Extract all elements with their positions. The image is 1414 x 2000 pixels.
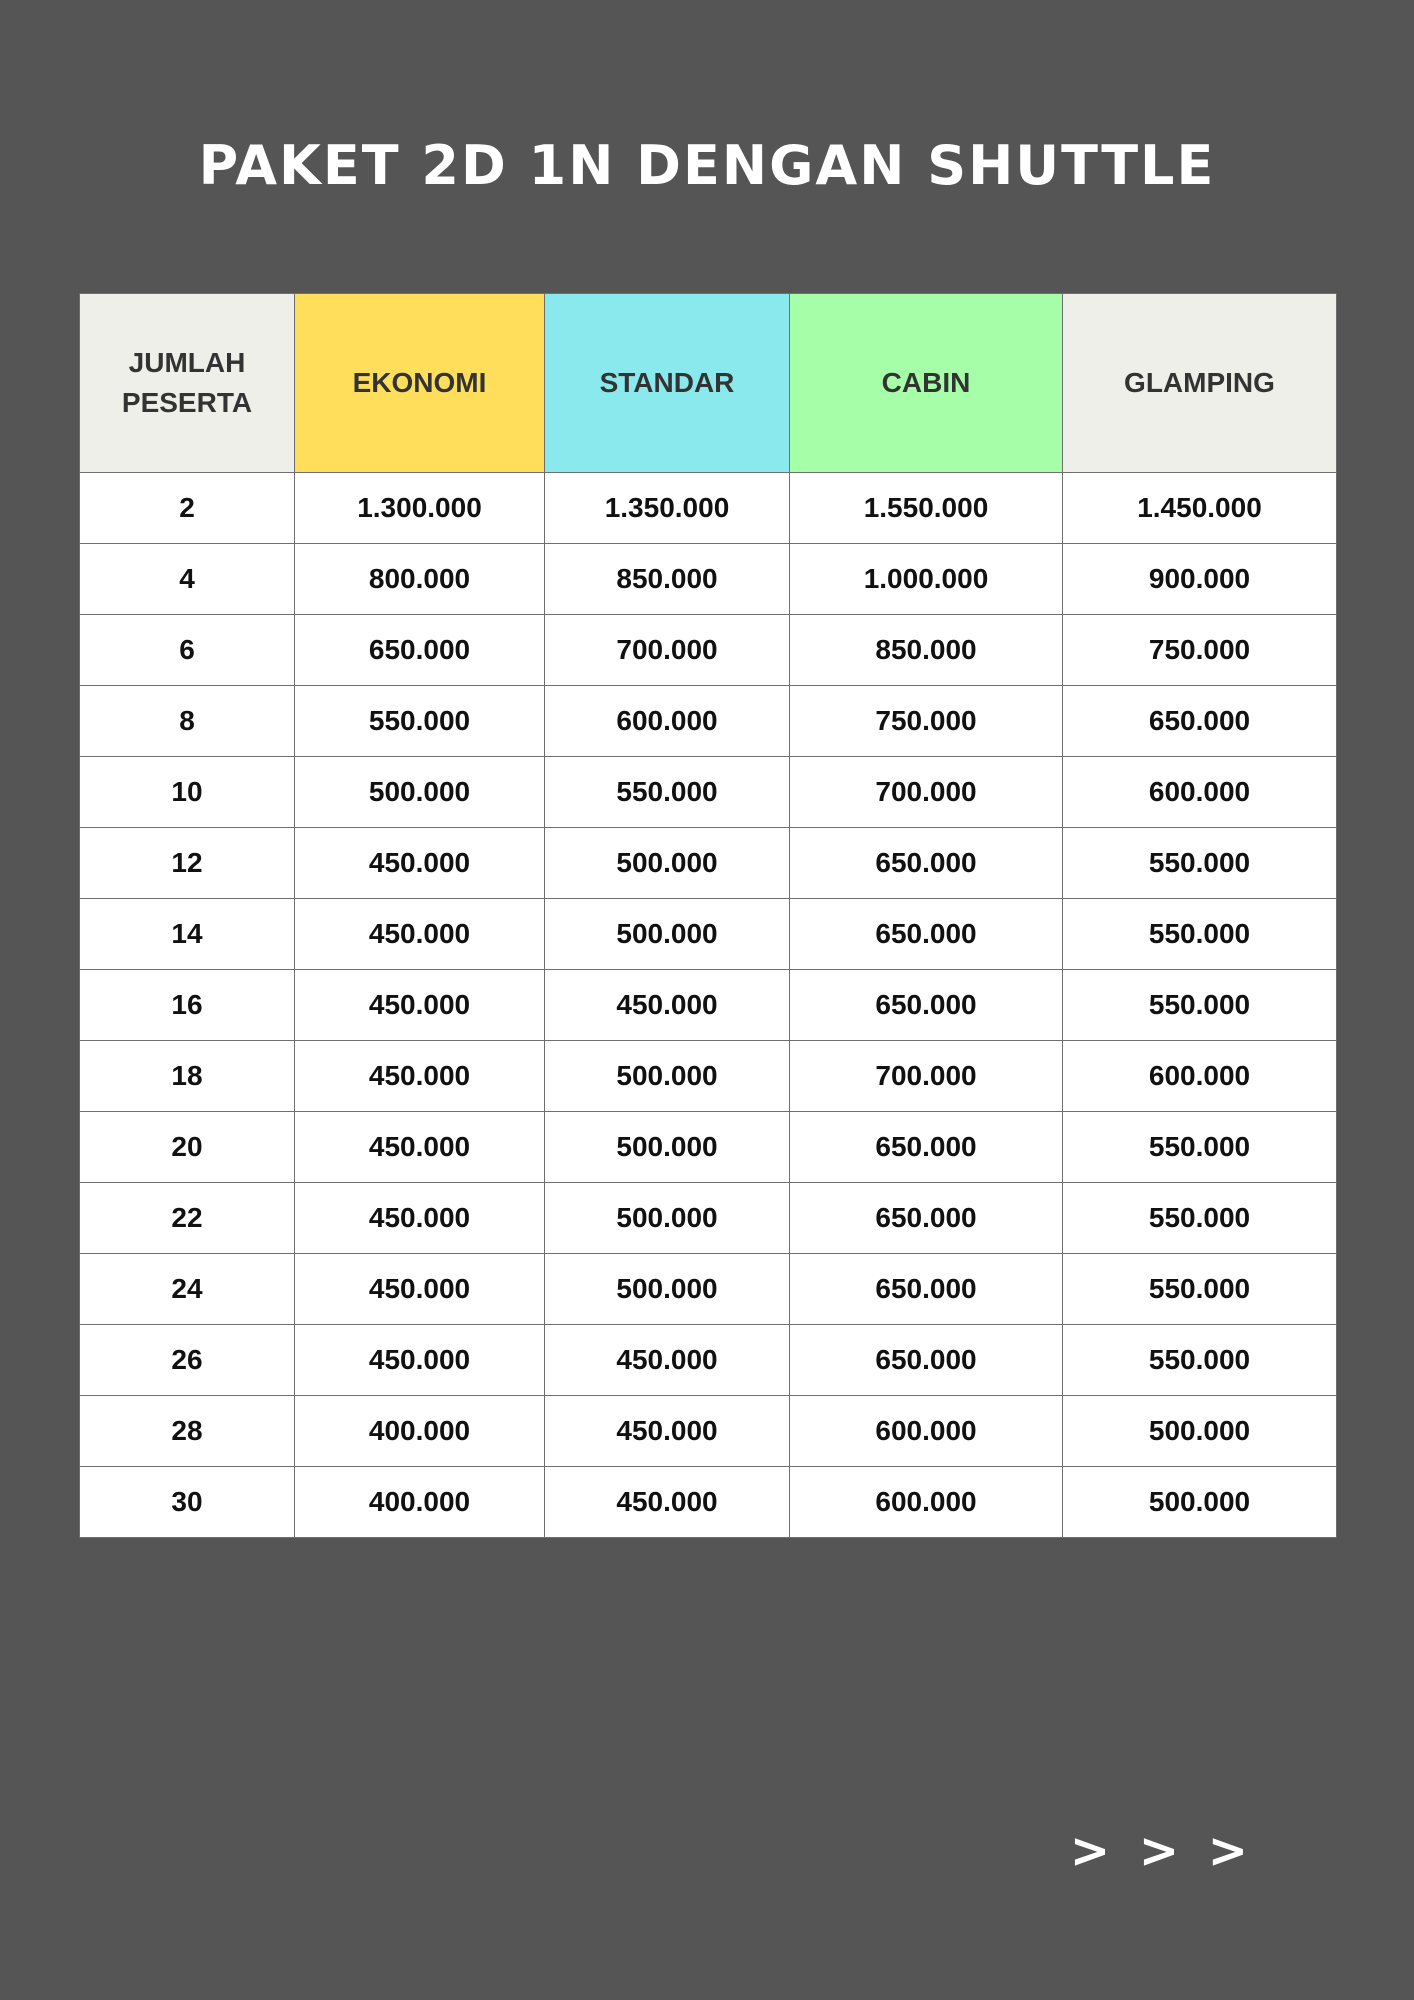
cell-ekonomi: 650.000 <box>295 615 545 686</box>
cell-ekonomi: 400.000 <box>295 1396 545 1467</box>
cell-standar: 450.000 <box>545 970 790 1041</box>
cell-glamping: 750.000 <box>1063 615 1337 686</box>
cell-standar: 700.000 <box>545 615 790 686</box>
cell-ekonomi: 400.000 <box>295 1467 545 1538</box>
cell-cabin: 650.000 <box>790 1254 1063 1325</box>
cell-glamping: 550.000 <box>1063 1325 1337 1396</box>
cell-ekonomi: 450.000 <box>295 970 545 1041</box>
header-glamping: GLAMPING <box>1063 294 1337 473</box>
cell-cabin: 600.000 <box>790 1396 1063 1467</box>
header-standar: STANDAR <box>545 294 790 473</box>
cell-jumlah-peserta: 22 <box>80 1183 295 1254</box>
cell-cabin: 1.550.000 <box>790 473 1063 544</box>
cell-jumlah-peserta: 28 <box>80 1396 295 1467</box>
cell-jumlah-peserta: 20 <box>80 1112 295 1183</box>
cell-standar: 550.000 <box>545 757 790 828</box>
cell-cabin: 600.000 <box>790 1467 1063 1538</box>
table-row <box>80 757 1337 828</box>
table-row <box>80 473 1337 544</box>
cell-standar: 500.000 <box>545 1112 790 1183</box>
cell-standar: 500.000 <box>545 1254 790 1325</box>
cell-glamping: 500.000 <box>1063 1396 1337 1467</box>
cell-standar: 500.000 <box>545 1183 790 1254</box>
cell-cabin: 650.000 <box>790 1112 1063 1183</box>
header-ekonomi: EKONOMI <box>295 294 545 473</box>
cell-ekonomi: 500.000 <box>295 757 545 828</box>
cell-cabin: 650.000 <box>790 1325 1063 1396</box>
cell-glamping: 550.000 <box>1063 1254 1337 1325</box>
header-cabin: CABIN <box>790 294 1063 473</box>
cell-cabin: 650.000 <box>790 828 1063 899</box>
next-page-indicator[interactable]: > > > <box>1069 1823 1254 1879</box>
cell-cabin: 650.000 <box>790 970 1063 1041</box>
cell-jumlah-peserta: 6 <box>80 615 295 686</box>
cell-jumlah-peserta: 30 <box>80 1467 295 1538</box>
cell-cabin: 1.000.000 <box>790 544 1063 615</box>
cell-glamping: 550.000 <box>1063 1112 1337 1183</box>
table-row <box>80 899 1337 970</box>
cell-jumlah-peserta: 4 <box>80 544 295 615</box>
cell-glamping: 900.000 <box>1063 544 1337 615</box>
cell-jumlah-peserta: 26 <box>80 1325 295 1396</box>
table-body <box>80 473 1337 1538</box>
table-row <box>80 1325 1337 1396</box>
cell-jumlah-peserta: 18 <box>80 1041 295 1112</box>
cell-cabin: 850.000 <box>790 615 1063 686</box>
cell-standar: 500.000 <box>545 1041 790 1112</box>
table-header-row <box>80 294 1337 473</box>
cell-ekonomi: 450.000 <box>295 828 545 899</box>
cell-ekonomi: 450.000 <box>295 1041 545 1112</box>
cell-ekonomi: 450.000 <box>295 899 545 970</box>
cell-ekonomi: 450.000 <box>295 1254 545 1325</box>
cell-glamping: 1.450.000 <box>1063 473 1337 544</box>
cell-glamping: 550.000 <box>1063 899 1337 970</box>
cell-ekonomi: 450.000 <box>295 1112 545 1183</box>
cell-ekonomi: 800.000 <box>295 544 545 615</box>
table-row <box>80 1254 1337 1325</box>
cell-standar: 500.000 <box>545 899 790 970</box>
cell-cabin: 650.000 <box>790 1183 1063 1254</box>
cell-glamping: 500.000 <box>1063 1467 1337 1538</box>
cell-jumlah-peserta: 16 <box>80 970 295 1041</box>
cell-ekonomi: 450.000 <box>295 1183 545 1254</box>
cell-ekonomi: 1.300.000 <box>295 473 545 544</box>
cell-standar: 850.000 <box>545 544 790 615</box>
cell-standar: 450.000 <box>545 1396 790 1467</box>
cell-standar: 1.350.000 <box>545 473 790 544</box>
cell-cabin: 650.000 <box>790 899 1063 970</box>
cell-standar: 600.000 <box>545 686 790 757</box>
table-row <box>80 615 1337 686</box>
cell-jumlah-peserta: 14 <box>80 899 295 970</box>
cell-standar: 450.000 <box>545 1467 790 1538</box>
cell-jumlah-peserta: 8 <box>80 686 295 757</box>
cell-ekonomi: 450.000 <box>295 1325 545 1396</box>
cell-jumlah-peserta: 12 <box>80 828 295 899</box>
table-row <box>80 970 1337 1041</box>
cell-cabin: 700.000 <box>790 1041 1063 1112</box>
cell-glamping: 550.000 <box>1063 828 1337 899</box>
table-row <box>80 828 1337 899</box>
cell-cabin: 700.000 <box>790 757 1063 828</box>
cell-jumlah-peserta: 10 <box>80 757 295 828</box>
table-row <box>80 1396 1337 1467</box>
table-row <box>80 686 1337 757</box>
cell-jumlah-peserta: 24 <box>80 1254 295 1325</box>
cell-standar: 450.000 <box>545 1325 790 1396</box>
cell-glamping: 650.000 <box>1063 686 1337 757</box>
cell-glamping: 550.000 <box>1063 970 1337 1041</box>
price-table <box>79 293 1337 1538</box>
header-jumlah-peserta: JUMLAH PESERTA <box>80 294 295 473</box>
cell-ekonomi: 550.000 <box>295 686 545 757</box>
table-row <box>80 544 1337 615</box>
cell-glamping: 600.000 <box>1063 1041 1337 1112</box>
table-row <box>80 1467 1337 1538</box>
cell-standar: 500.000 <box>545 828 790 899</box>
cell-jumlah-peserta: 2 <box>80 473 295 544</box>
cell-glamping: 550.000 <box>1063 1183 1337 1254</box>
page-title: PAKET 2D 1N DENGAN SHUTTLE <box>198 134 1216 197</box>
table-row <box>80 1041 1337 1112</box>
table-row <box>80 1112 1337 1183</box>
cell-cabin: 750.000 <box>790 686 1063 757</box>
cell-glamping: 600.000 <box>1063 757 1337 828</box>
table-row <box>80 1183 1337 1254</box>
